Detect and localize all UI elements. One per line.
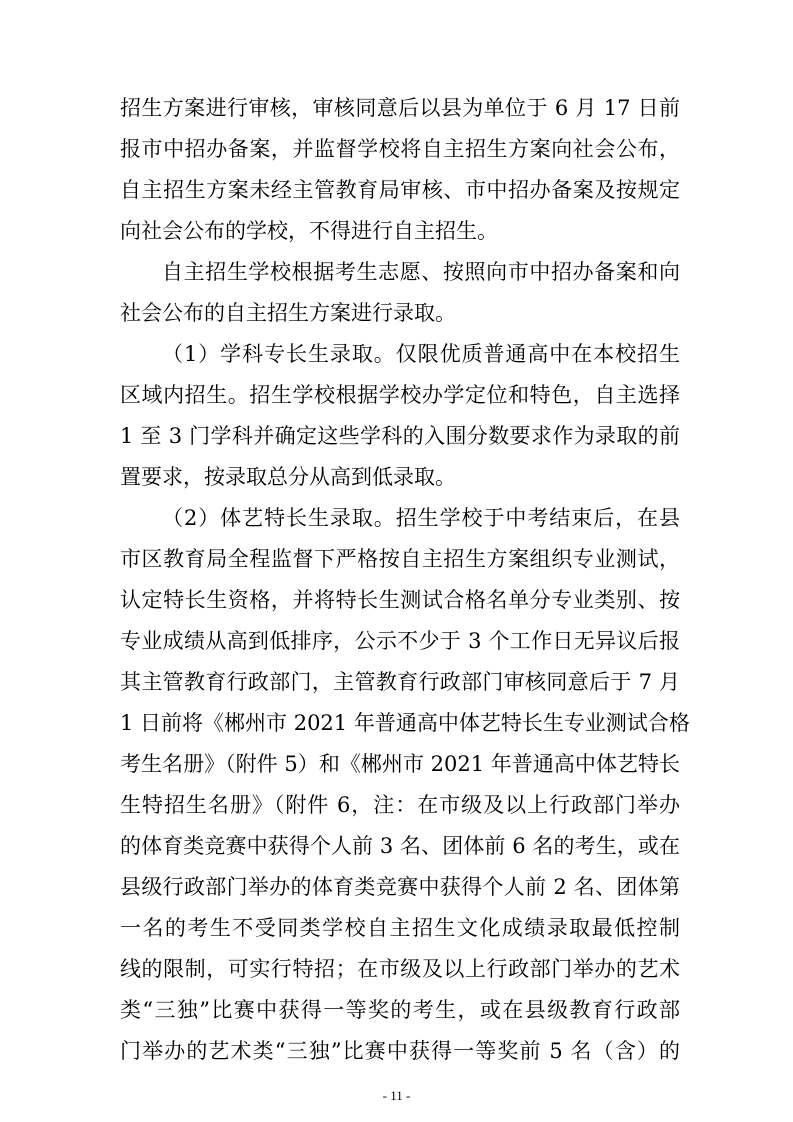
text-line-3: 自主招生方案未经主管教育局审核、市中招办备案及按规定 [120, 178, 680, 202]
text-line-11: （2）体艺特长生录取。招生学校于中考结束后，在县 [162, 506, 680, 530]
text-line-19: 的体育类竞赛中获得个人前 3 名、团体前 6 名的考生，或在 [120, 834, 680, 858]
page-number: - 11 - [382, 1088, 411, 1103]
text-line-22: 线的限制，可实行特招；在市级及以上行政部门举办的艺术 [120, 957, 680, 981]
text-line-17: 考生名册》（附件 5）和《郴州市 2021 年普通高中体艺特长 [120, 752, 680, 776]
text-line-5: 自主招生学校根据考生志愿、按照向市中招办备案和向 [162, 260, 680, 284]
text-line-1: 招生方案进行审核，审核同意后以县为单位于 6 月 17 日前 [120, 96, 680, 120]
text-line-8: 区域内招生。招生学校根据学校办学定位和特色，自主选择 [120, 383, 680, 407]
text-line-24: 门举办的艺术类“三独”比赛中获得一等奖前 5 名（含）的 [120, 1039, 680, 1063]
text-line-16: 1 日前将《郴州市 2021 年普通高中体艺特长生专业测试合格 [120, 711, 690, 735]
text-line-20: 县级行政部门举办的体育类竞赛中获得个人前 2 名、团体第 [120, 875, 680, 899]
text-line-6: 社会公布的自主招生方案进行录取。 [120, 301, 456, 325]
text-line-7: （1）学科专长生录取。仅限优质普通高中在本校招生 [162, 342, 680, 366]
text-line-23: 类“三独”比赛中获得一等奖的考生，或在县级教育行政部 [120, 998, 680, 1022]
text-line-2: 报市中招办备案，并监督学校将自主招生方案向社会公布， [120, 137, 680, 161]
text-line-18: 生特招生名册》（附件 6，注：在市级及以上行政部门举办 [120, 793, 680, 817]
text-line-14: 专业成绩从高到低排序，公示不少于 3 个工作日无异议后报 [120, 629, 680, 653]
text-line-15: 其主管教育行政部门，主管教育行政部门审核同意后于 7 月 [120, 670, 680, 694]
text-line-13: 认定特长生资格，并将特长生测试合格名单分专业类别、按 [120, 588, 680, 612]
text-line-9: 1 至 3 门学科并确定这些学科的入围分数要求作为录取的前 [120, 424, 680, 448]
text-line-4: 向社会公布的学校，不得进行自主招生。 [120, 219, 498, 243]
text-line-12: 市区教育局全程监督下严格按自主招生方案组织专业测试， [120, 547, 680, 571]
text-line-21: 一名的考生不受同类学校自主招生文化成绩录取最低控制 [120, 916, 680, 940]
text-line-10: 置要求，按录取总分从高到低录取。 [120, 465, 456, 489]
